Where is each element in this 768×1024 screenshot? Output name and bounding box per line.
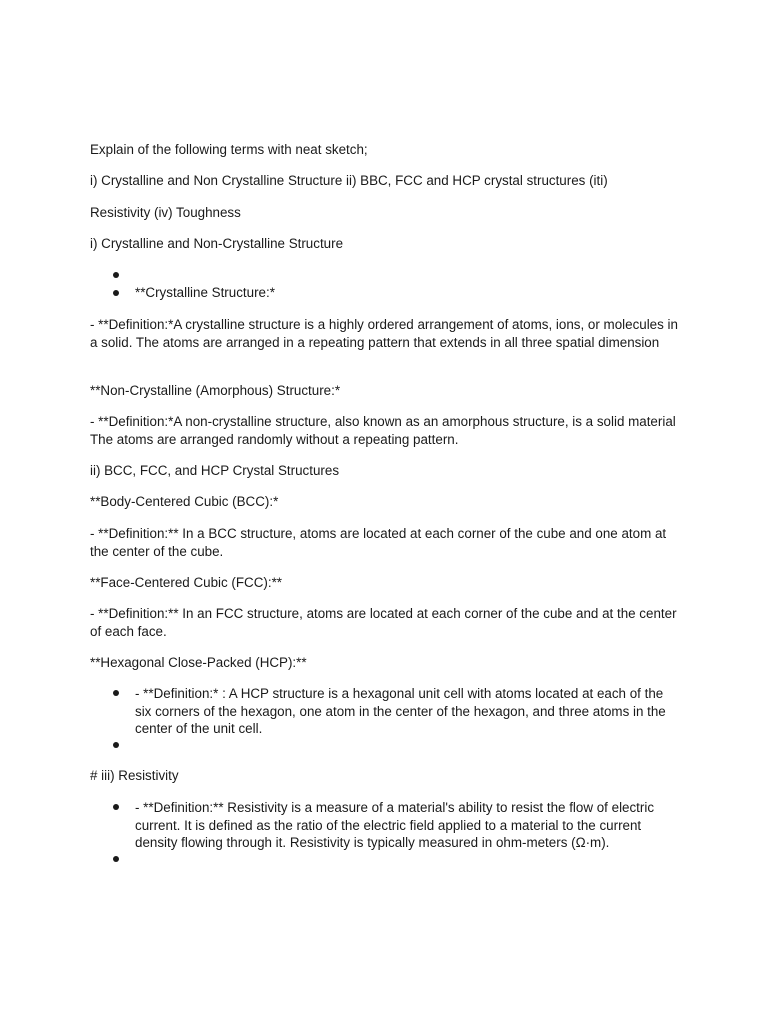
section-heading-crystal-structures: ii) BCC, FCC, and HCP Crystal Structures bbox=[90, 463, 340, 478]
fcc-definition: - **Definition:** In an FCC structure, atoms are located at each corner of the cube and at the center of each face. bbox=[90, 606, 677, 639]
noncrystalline-definition: - **Definition:*A non-crystalline structure, also known as an amorphous structure, is a solid material The atoms are arranged randomly without a repeating pattern. bbox=[90, 414, 676, 447]
crystalline-label: **Crystalline Structure:* bbox=[135, 285, 275, 300]
noncrystalline-label: **Non-Crystalline (Amorphous) Structure:* bbox=[90, 383, 341, 398]
hcp-definition: - **Definition:* : A HCP structure is a hexagonal unit cell with atoms located at each of the six corners of the hexagon, one atom in the center of the hexagon, and three atoms in the center of the unit cell. bbox=[135, 686, 666, 736]
topics-line: i) Crystalline and Non Crystalline Structure ii) BBC, FCC and HCP crystal structures (iti) bbox=[90, 173, 608, 188]
bullet-empty bbox=[113, 856, 115, 858]
bcc-definition: - **Definition:** In a BCC structure, atoms are located at each corner of the cube and one atom at the center of the cube. bbox=[90, 526, 667, 559]
bullet bbox=[113, 804, 115, 806]
intro-text: Explain of the following terms with neat sketch; bbox=[90, 142, 368, 157]
fcc-label: **Face-Centered Cubic (FCC):** bbox=[90, 575, 282, 590]
bcc-label: **Body-Centered Cubic (BCC):* bbox=[90, 494, 279, 509]
bullet-empty bbox=[113, 272, 115, 274]
bullet bbox=[113, 690, 115, 692]
resistivity-definition: - **Definition:** Resistivity is a measure of a material's ability to resist the flow of electric current. It is defined as the ratio of the electric field applied to a material to the current density flowing through it. Resistivity is typically measured in ohm-meters (Ω·m). bbox=[135, 800, 655, 850]
bullet bbox=[113, 290, 115, 292]
hcp-label: **Hexagonal Close-Packed (HCP):** bbox=[90, 655, 307, 670]
section-heading-resistivity: # iii) Resistivity bbox=[90, 768, 179, 783]
crystalline-definition: - **Definition:*A crystalline structure is a highly ordered arrangement of atoms, ions, or molecules in a solid. The atoms are arranged in a repeating pattern that extends in all three spatial dimension bbox=[90, 317, 678, 350]
section-heading-crystalline: i) Crystalline and Non-Crystalline Structure bbox=[90, 236, 344, 251]
bullet-empty bbox=[113, 742, 115, 744]
topics-line-continued: Resistivity (iv) Toughness bbox=[90, 205, 241, 220]
